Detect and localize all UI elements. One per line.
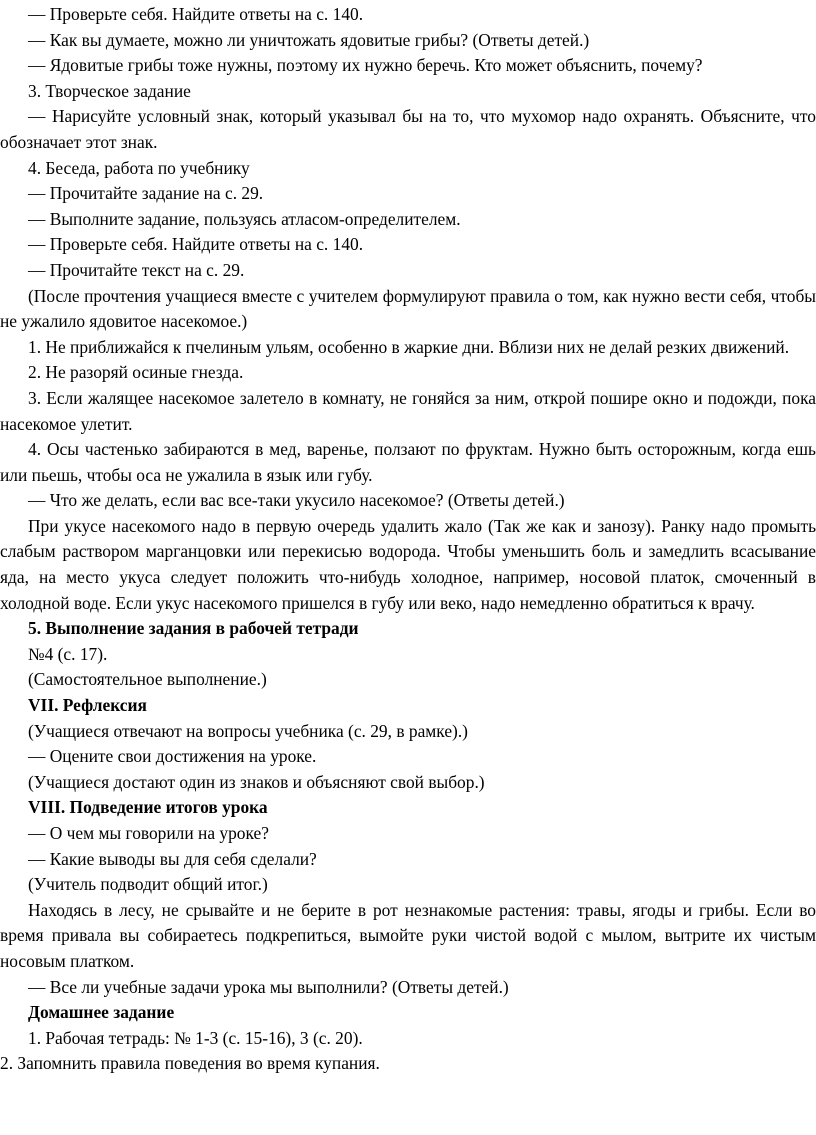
- paragraph: — Какие выводы вы для себя сделали?: [28, 848, 317, 869]
- paragraph: — Прочитайте задание на с. 29.: [28, 183, 264, 204]
- paragraph: — Оцените свои достижения на уроке.: [28, 746, 317, 767]
- homework-item: 1. Рабочая тетрадь: № 1-3 (с. 15-16), 3 (с. 20).: [28, 1027, 363, 1048]
- paragraph: (После прочтения учащиеся вместе с учителем формулируют правила о том, как нужно вести себя, чтобы не ужалило ядовитое насекомое.): [0, 285, 816, 332]
- paragraph: (Учащиеся достают один из знаков и объясняют свой выбор.): [28, 771, 485, 792]
- paragraph: (Самостоятельное выполнение.): [28, 669, 267, 690]
- paragraph: — Ядовитые грибы тоже нужны, поэтому их нужно беречь. Кто может объяснить, почему?: [28, 55, 703, 76]
- section-heading: 4. Беседа, работа по учебнику: [28, 157, 250, 178]
- rule-item: 1. Не приближайся к пчелиным ульям, особенно в жаркие дни. Вблизи них не делай резких движений.: [28, 336, 790, 357]
- paragraph: — Что же делать, если вас все-таки укусило насекомое? (Ответы детей.): [28, 490, 565, 511]
- paragraph: — Проверьте себя. Найдите ответы на с. 140.: [28, 234, 364, 255]
- rule-item: 3. Если жалящее насекомое залетело в комнату, не гоняйся за ним, открой пошире окно и подожди, пока насекомое улетит.: [0, 387, 816, 434]
- rule-item: 2. Не разоряй осиные гнезда.: [28, 362, 244, 383]
- paragraph: (Учитель подводит общий итог.): [28, 874, 268, 895]
- paragraph: — Все ли учебные задачи урока мы выполнили? (Ответы детей.): [28, 976, 509, 997]
- rule-item: 4. Осы частенько забираются в мед, варенье, ползают по фруктам. Нужно быть осторожным, когда ешь или пьешь, чтобы оса не ужалила в язык или губу.: [0, 439, 816, 485]
- paragraph: №4 (с. 17).: [28, 643, 108, 664]
- section-heading: VIII. Подведение итогов урока: [28, 797, 268, 818]
- paragraph: — Прочитайте текст на с. 29.: [28, 259, 245, 280]
- paragraph: (Учащиеся отвечают на вопросы учебника (с. 29, в рамке).): [28, 720, 468, 741]
- paragraph: — О чем мы говорили на уроке?: [28, 823, 269, 843]
- section-heading: Домашнее задание: [28, 1002, 175, 1023]
- paragraph: — Нарисуйте условный знак, который указывал бы на то, что мухомор надо охранять. Объясните, что обозначает этот знак.: [0, 106, 816, 152]
- section-heading: 5. Выполнение задания в рабочей тетради: [28, 618, 359, 639]
- section-heading: 3. Творческое задание: [28, 80, 191, 101]
- section-heading: VII. Рефлексия: [28, 695, 147, 716]
- paragraph: Находясь в лесу, не срывайте и не берите в рот незнакомые растения: травы, ягоды и грибы. Если во время привала вы собираетесь подкрепиться, вымойте руки чистой водой с мылом, вытрите их чистым носовым платком.: [0, 899, 816, 971]
- paragraph: — Проверьте себя. Найдите ответы на с. 140.: [28, 4, 364, 24]
- homework-item: 2. Запомнить правила поведения во время купания.: [0, 1053, 380, 1074]
- paragraph: — Как вы думаете, можно ли уничтожать ядовитые грибы? (Ответы детей.): [28, 29, 590, 50]
- paragraph: При укусе насекомого надо в первую очередь удалить жало (Так же как и занозу). Ранку надо промыть слабым раствором марганцовки или перекисью водорода. Чтобы уменьшить боль и замедлить всасывание яда, на место укуса следует положить что-нибудь холодное, например, носовой платок, смоченный в холодной воде. Если укус насекомого пришелся в губу или веко, надо немедленно обратиться к врачу.: [0, 515, 816, 613]
- paragraph: — Выполните задание, пользуясь атласом-определителем.: [28, 208, 461, 229]
